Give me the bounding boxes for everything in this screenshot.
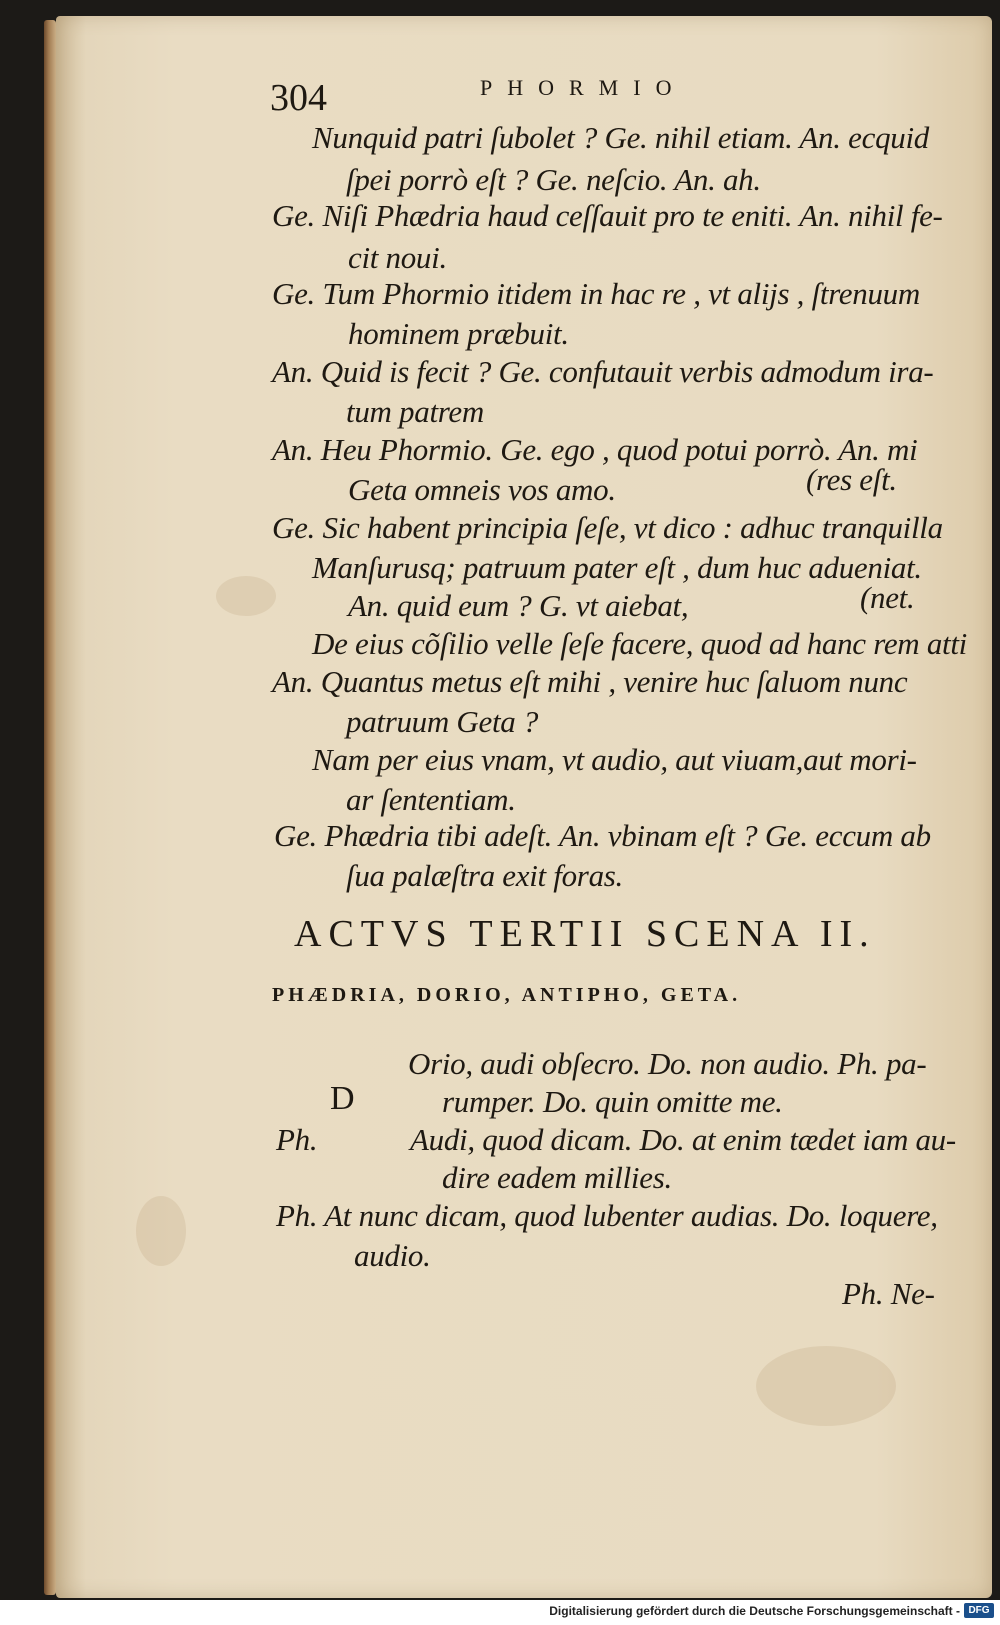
- foxing-spot: [136, 1196, 186, 1266]
- text-line: Ge. Sic habent principia ſeſe, vt dico : adhuc tranquilla: [272, 510, 943, 545]
- text-line: Ge. Phædria tibi adeſt. An. vbinam eſt ? Ge. eccum ab: [274, 818, 931, 853]
- text-line: ſua palæſtra exit foras.: [346, 858, 623, 893]
- text-line: Geta omneis vos amo.: [348, 472, 616, 507]
- text-line: De eius cõſilio velle ſeſe facere, quod ad hanc rem atti: [312, 626, 967, 661]
- text-line: Ge. Tum Phormio itidem in hac re , vt alijs , ſtrenuum: [272, 276, 920, 311]
- page-number: 304: [270, 77, 327, 119]
- text-line: cit noui.: [348, 240, 447, 275]
- text-line: audio.: [354, 1238, 431, 1273]
- text-line: patruum Geta ?: [346, 704, 539, 739]
- text-line: Nunquid patri ſubolet ? Ge. nihil etiam. An. ecquid: [312, 120, 929, 155]
- page-edge: [44, 20, 56, 1595]
- text-line: ſpei porrò eſt ? Ge. neſcio. An. ah.: [346, 162, 761, 197]
- text-line: An. Quantus metus eſt mihi , venire huc ſaluom nunc: [272, 664, 908, 699]
- text-line: Nam per eius vnam, vt audio, aut viuam,aut mori-: [312, 742, 917, 777]
- text-line: Ph. At nunc dicam, quod lubenter audias. Do. loquere,: [276, 1198, 938, 1233]
- footer-bar: [0, 1600, 1000, 1625]
- text-line: An. Quid is fecit ? Ge. confutauit verbis admodum ira-: [272, 354, 934, 389]
- drop-cap: D: [330, 1080, 355, 1117]
- foxing-spot: [756, 1346, 896, 1426]
- text-line: An. Heu Phormio. Ge. ego , quod potui porrò. An. mi: [272, 432, 918, 467]
- text-line: Ge. Niſi Phædria haud ceſſauit pro te eniti. An. nihil fe-: [272, 198, 943, 233]
- text-line: dire eadem millies.: [442, 1160, 672, 1195]
- text-line: An. quid eum ? G. vt aiebat,: [348, 588, 689, 623]
- text-line: rumper. Do. quin omitte me.: [442, 1084, 783, 1119]
- text-line: ar ſententiam.: [346, 782, 516, 817]
- text-line: (res eſt.: [806, 462, 897, 497]
- text-line: (net.: [860, 580, 915, 615]
- text-line: Orio, audi obſecro. Do. non audio. Ph. pa-: [408, 1046, 927, 1081]
- scene-heading: ACTVS TERTII SCENA II.: [294, 913, 876, 955]
- book-page: [56, 16, 992, 1598]
- speaker-label: Ph.: [276, 1122, 318, 1157]
- text-line: Audi, quod dicam. Do. at enim tædet iam au-: [410, 1122, 956, 1157]
- dfg-logo: DFG: [964, 1603, 994, 1618]
- text-line: hominem præbuit.: [348, 316, 569, 351]
- footer-credit: Digitalisierung gefördert durch die Deutsche Forschungsgemeinschaft -: [549, 1604, 960, 1618]
- text-line: tum patrem: [346, 394, 484, 429]
- catchword: Ph. Ne-: [842, 1276, 935, 1311]
- running-head: PHORMIO: [480, 75, 687, 100]
- character-list: PHÆDRIA, DORIO, ANTIPHO, GETA.: [272, 984, 742, 1006]
- foxing-spot: [216, 576, 276, 616]
- text-line: Manſurusq; patruum pater eſt , dum huc adueniat.: [312, 550, 922, 585]
